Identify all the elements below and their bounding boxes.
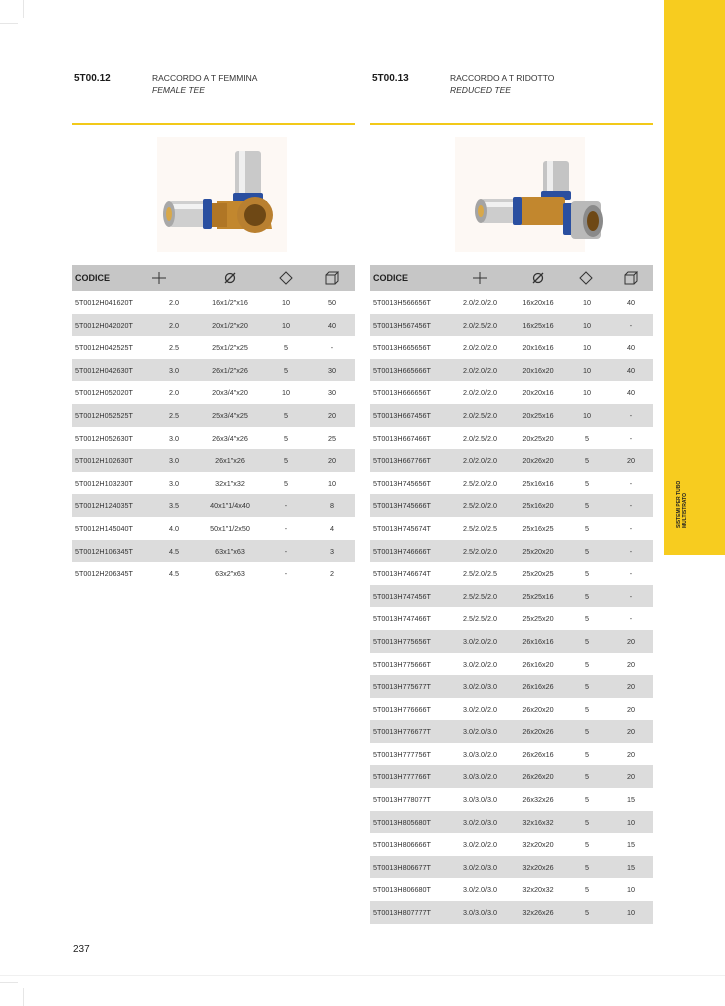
row-thickness: 2.5	[169, 410, 179, 420]
row-code: 5T0013H778077T	[373, 795, 431, 805]
row-thickness: 4.0	[169, 523, 179, 533]
table-header	[72, 265, 355, 291]
row-code: 5T0012H145040T	[75, 523, 133, 533]
table-row	[72, 517, 355, 540]
row-box-qty: -	[629, 320, 633, 330]
diamond-icon	[279, 271, 293, 285]
row-thickness: 3.0	[169, 456, 179, 466]
table-row	[370, 494, 653, 517]
row-size: 25x3/4"x25	[212, 410, 248, 420]
row-thickness: 2.5/2.0/2.0	[463, 546, 497, 556]
row-size: 16x1/2"x16	[212, 298, 248, 307]
row-size: 25x16x20	[522, 501, 554, 511]
crop-mark	[0, 23, 18, 24]
row-code: 5T0013H567456T	[373, 320, 431, 330]
row-code: 5T0013H777766T	[373, 772, 431, 782]
row-thickness: 3.0/2.0/2.0	[463, 636, 497, 646]
row-pack-qty: 5	[284, 433, 288, 443]
row-box-qty: 20	[627, 456, 635, 466]
table-body	[370, 291, 653, 924]
table-row	[370, 720, 653, 743]
table-row	[72, 404, 355, 427]
row-code: 5T0013H747466T	[373, 614, 431, 624]
box-icon	[325, 271, 339, 285]
row-size: 32x16x32	[522, 817, 554, 827]
table-row	[370, 607, 653, 630]
row-box-qty: 10	[328, 478, 336, 488]
row-code: 5T0012H103230T	[75, 478, 133, 488]
row-box-qty: 2	[330, 569, 334, 579]
description-english: FEMALE TEE	[152, 85, 205, 95]
female-tee-photo	[137, 129, 312, 259]
table-row	[370, 878, 653, 901]
row-size: 26x1"x26	[215, 456, 245, 466]
yellow-divider	[72, 123, 355, 125]
row-thickness: 2.0/2.5/2.0	[463, 433, 497, 443]
row-box-qty: 25	[328, 433, 336, 443]
row-size: 20x16x20	[522, 365, 554, 375]
row-pack-qty: 5	[585, 908, 589, 918]
row-box-qty: 20	[328, 410, 336, 420]
row-size: 20x1/2"x20	[212, 320, 248, 330]
table-row	[72, 540, 355, 563]
row-pack-qty: 5	[585, 636, 589, 646]
row-size: 26x26x16	[522, 749, 554, 759]
row-thickness: 3.0/3.0/2.0	[463, 749, 497, 759]
row-pack-qty: 5	[585, 591, 589, 601]
table-row	[72, 359, 355, 382]
row-pack-qty: -	[284, 569, 288, 579]
row-size: 16x25x16	[522, 320, 554, 330]
row-box-qty: 20	[627, 682, 635, 692]
row-box-qty: -	[629, 546, 633, 556]
table-row	[370, 314, 653, 337]
row-code: 5T0013H777756T	[373, 749, 431, 759]
table-row	[370, 653, 653, 676]
row-pack-qty: 10	[282, 320, 290, 330]
diameter-icon	[531, 271, 545, 285]
row-box-qty: 40	[627, 388, 635, 398]
row-size: 26x3/4"x26	[212, 433, 248, 443]
cross-line-icon	[473, 271, 487, 285]
row-pack-qty: 5	[585, 546, 589, 556]
row-box-qty: -	[629, 523, 633, 533]
table-row	[370, 540, 653, 563]
row-box-qty: -	[629, 591, 633, 601]
row-thickness: 3.0	[169, 365, 179, 375]
row-size: 20x26x20	[522, 456, 554, 466]
row-box-qty: 30	[328, 365, 336, 375]
row-box-qty: -	[330, 343, 334, 353]
row-code: 5T0013H667766T	[373, 456, 431, 466]
crop-mark	[0, 975, 725, 976]
row-size: 25x25x16	[522, 591, 554, 601]
row-code: 5T0012H052020T	[75, 388, 133, 398]
row-pack-qty: 5	[585, 817, 589, 827]
row-size: 50x1"1/2x50	[210, 523, 250, 533]
row-thickness: 3.0/2.0/3.0	[463, 885, 497, 895]
table-row	[72, 427, 355, 450]
table-row	[370, 675, 653, 698]
row-box-qty: 15	[627, 840, 635, 850]
product-table	[72, 265, 355, 585]
row-pack-qty: 5	[585, 795, 589, 805]
row-box-qty: 8	[330, 501, 334, 511]
row-size: 63x1"x63	[215, 546, 245, 556]
row-thickness: 3.0/2.0/3.0	[463, 862, 497, 872]
row-code: 5T0012H106345T	[75, 546, 133, 556]
row-size: 25x20x25	[522, 569, 554, 579]
header-codice: CODICE	[75, 273, 111, 283]
row-code: 5T0012H052630T	[75, 433, 133, 443]
row-code: 5T0012H042525T	[75, 343, 133, 353]
row-size: 20x25x20	[522, 433, 554, 443]
row-thickness: 2.0	[169, 298, 179, 307]
row-pack-qty: 10	[583, 298, 591, 307]
row-size: 25x16x25	[522, 523, 554, 533]
row-code: 5T0013H747456T	[373, 591, 431, 601]
row-thickness: 3.0	[169, 478, 179, 488]
row-size: 25x1/2"x25	[212, 343, 248, 353]
row-thickness: 3.0/2.0/2.0	[463, 704, 497, 714]
row-size: 32x1"x32	[215, 478, 245, 488]
row-pack-qty: 10	[583, 343, 591, 353]
row-thickness: 3.0/3.0/2.0	[463, 772, 497, 782]
table-row	[72, 472, 355, 495]
row-size: 32x20x20	[522, 840, 554, 850]
row-thickness: 2.0/2.5/2.0	[463, 410, 497, 420]
crop-mark	[23, 988, 24, 1006]
row-pack-qty: 10	[282, 298, 290, 307]
row-code: 5T0013H745656T	[373, 478, 431, 488]
row-box-qty: 20	[627, 704, 635, 714]
row-thickness: 2.5/2.0/2.5	[463, 523, 497, 533]
row-thickness: 3.0/2.0/2.0	[463, 659, 497, 669]
table-row	[370, 381, 653, 404]
row-code: 5T0013H807777T	[373, 908, 431, 918]
table-row	[370, 743, 653, 766]
table-row	[370, 449, 653, 472]
row-box-qty: 40	[627, 343, 635, 353]
side-tab-line2: MULTISTRATO	[682, 493, 688, 528]
row-box-qty: 10	[627, 817, 635, 827]
row-code: 5T0013H745666T	[373, 501, 431, 511]
crop-mark	[0, 982, 18, 983]
row-pack-qty: 5	[585, 749, 589, 759]
row-thickness: 2.5/2.5/2.0	[463, 591, 497, 601]
product-table	[370, 265, 653, 924]
row-thickness: 3.0/3.0/3.0	[463, 908, 497, 918]
row-size: 20x16x16	[522, 343, 554, 353]
row-size: 26x20x26	[522, 727, 554, 737]
description-italian: RACCORDO A T FEMMINA	[152, 73, 258, 83]
row-code: 5T0013H775666T	[373, 659, 431, 669]
row-box-qty: -	[629, 501, 633, 511]
row-code: 5T0012H102630T	[75, 456, 133, 466]
table-row	[72, 494, 355, 517]
row-size: 32x20x26	[522, 862, 554, 872]
table-row	[370, 856, 653, 879]
table-row	[72, 381, 355, 404]
row-thickness: 2.0/2.0/2.0	[463, 456, 497, 466]
row-size: 26x1/2"x26	[212, 365, 248, 375]
row-size: 40x1"1/4x40	[210, 501, 250, 511]
table-row	[370, 427, 653, 450]
table-row	[72, 562, 355, 585]
row-thickness: 2.5/2.0/2.5	[463, 569, 497, 579]
row-box-qty: -	[629, 569, 633, 579]
row-size: 20x3/4"x20	[212, 388, 248, 398]
row-code: 5T0013H665656T	[373, 343, 431, 353]
row-pack-qty: 10	[583, 410, 591, 420]
table-row	[72, 336, 355, 359]
table-row	[370, 359, 653, 382]
table-row	[370, 630, 653, 653]
row-pack-qty: 5	[585, 682, 589, 692]
row-thickness: 2.0	[169, 388, 179, 398]
row-pack-qty: 10	[583, 388, 591, 398]
product-code: 5T00.13	[372, 73, 409, 84]
diameter-icon	[223, 271, 237, 285]
row-code: 5T0013H666656T	[373, 388, 431, 398]
row-box-qty: 20	[627, 636, 635, 646]
table-row	[72, 449, 355, 472]
row-code: 5T0013H806680T	[373, 885, 431, 895]
row-code: 5T0012H041620T	[75, 298, 133, 307]
row-code: 5T0013H776677T	[373, 727, 431, 737]
cross-line-icon	[152, 271, 166, 285]
row-size: 26x20x20	[522, 704, 554, 714]
box-icon	[624, 271, 638, 285]
row-code: 5T0013H806677T	[373, 862, 431, 872]
row-pack-qty: 5	[585, 727, 589, 737]
row-box-qty: 10	[627, 908, 635, 918]
row-size: 26x16x26	[522, 682, 554, 692]
table-row	[370, 833, 653, 856]
row-code: 5T0013H566656T	[373, 298, 431, 307]
row-box-qty: 20	[627, 749, 635, 759]
row-code: 5T0012H124035T	[75, 501, 133, 511]
row-pack-qty: 5	[585, 659, 589, 669]
row-thickness: 3.0	[169, 433, 179, 443]
row-thickness: 2.5/2.5/2.0	[463, 614, 497, 624]
table-row	[370, 472, 653, 495]
row-box-qty: 20	[627, 727, 635, 737]
row-size: 26x26x20	[522, 772, 554, 782]
row-pack-qty: -	[284, 546, 288, 556]
header-codice: CODICE	[373, 273, 409, 283]
row-pack-qty: 5	[585, 433, 589, 443]
row-size: 20x20x16	[522, 388, 554, 398]
row-thickness: 4.5	[169, 546, 179, 556]
row-pack-qty: 5	[284, 410, 288, 420]
row-code: 5T0012H042020T	[75, 320, 133, 330]
row-box-qty: 15	[627, 862, 635, 872]
row-pack-qty: 5	[585, 456, 589, 466]
row-code: 5T0013H805680T	[373, 817, 431, 827]
row-code: 5T0013H745674T	[373, 523, 431, 533]
table-row	[370, 901, 653, 924]
row-pack-qty: 5	[284, 478, 288, 488]
row-pack-qty: 5	[585, 478, 589, 488]
row-box-qty: 30	[328, 388, 336, 398]
row-pack-qty: 5	[585, 772, 589, 782]
row-code: 5T0013H746674T	[373, 569, 431, 579]
page-number: 237	[73, 944, 90, 955]
table-row	[370, 698, 653, 721]
table-body	[72, 291, 355, 585]
row-thickness: 4.5	[169, 569, 179, 579]
table-row	[72, 314, 355, 337]
row-box-qty: 4	[330, 523, 334, 533]
row-thickness: 3.0/2.0/3.0	[463, 682, 497, 692]
row-code: 5T0013H775656T	[373, 636, 431, 646]
row-size: 25x16x16	[522, 478, 554, 488]
row-pack-qty: 5	[284, 365, 288, 375]
row-size: 26x16x20	[522, 659, 554, 669]
product-code: 5T00.12	[74, 73, 111, 84]
side-tab	[664, 0, 725, 555]
row-size: 16x20x16	[522, 298, 554, 307]
row-box-qty: -	[629, 478, 633, 488]
row-pack-qty: 5	[585, 501, 589, 511]
yellow-divider	[370, 123, 653, 125]
row-thickness: 3.0/2.0/3.0	[463, 817, 497, 827]
row-thickness: 2.0/2.5/2.0	[463, 320, 497, 330]
row-size: 32x26x26	[522, 908, 554, 918]
row-pack-qty: -	[284, 501, 288, 511]
row-pack-qty: 5	[284, 343, 288, 353]
row-pack-qty: 10	[282, 388, 290, 398]
row-box-qty: -	[629, 410, 633, 420]
row-box-qty: -	[629, 433, 633, 443]
row-thickness: 2.0/2.0/2.0	[463, 388, 497, 398]
description-italian: RACCORDO A T RIDOTTO	[450, 73, 555, 83]
row-thickness: 3.5	[169, 501, 179, 511]
row-size: 32x20x32	[522, 885, 554, 895]
table-row	[370, 517, 653, 540]
crop-mark	[23, 0, 24, 18]
table-row	[370, 765, 653, 788]
table-row	[370, 404, 653, 427]
table-row	[370, 788, 653, 811]
table-header	[370, 265, 653, 291]
row-pack-qty: -	[284, 523, 288, 533]
row-code: 5T0013H806666T	[373, 840, 431, 850]
side-tab-label	[676, 458, 688, 528]
row-box-qty: 15	[627, 795, 635, 805]
row-size: 20x25x16	[522, 410, 554, 420]
row-thickness: 3.0/3.0/3.0	[463, 795, 497, 805]
row-pack-qty: 5	[585, 704, 589, 714]
table-row	[370, 811, 653, 834]
row-pack-qty: 10	[583, 365, 591, 375]
row-thickness: 2.5/2.0/2.0	[463, 501, 497, 511]
row-code: 5T0012H052525T	[75, 410, 133, 420]
row-box-qty: 20	[627, 772, 635, 782]
row-code: 5T0013H667456T	[373, 410, 431, 420]
table-row	[370, 336, 653, 359]
diamond-icon	[579, 271, 593, 285]
row-thickness: 3.0/2.0/2.0	[463, 840, 497, 850]
row-pack-qty: 5	[284, 456, 288, 466]
row-size: 26x32x26	[522, 795, 554, 805]
row-box-qty: 40	[328, 320, 336, 330]
table-row	[370, 585, 653, 608]
row-size: 25x25x20	[522, 614, 554, 624]
row-box-qty: 50	[328, 298, 336, 307]
row-thickness: 2.5	[169, 343, 179, 353]
row-code: 5T0013H775677T	[373, 682, 431, 692]
row-box-qty: -	[629, 614, 633, 624]
row-code: 5T0013H746666T	[373, 546, 431, 556]
row-size: 26x16x16	[522, 636, 554, 646]
row-pack-qty: 5	[585, 614, 589, 624]
row-pack-qty: 5	[585, 569, 589, 579]
row-code: 5T0012H206345T	[75, 569, 133, 579]
table-row	[72, 291, 355, 314]
row-pack-qty: 5	[585, 885, 589, 895]
row-code: 5T0013H665666T	[373, 365, 431, 375]
row-thickness: 2.0/2.0/2.0	[463, 365, 497, 375]
row-size: 63x2"x63	[215, 569, 245, 579]
row-size: 25x20x20	[522, 546, 554, 556]
row-thickness: 2.0	[169, 320, 179, 330]
row-thickness: 3.0/2.0/3.0	[463, 727, 497, 737]
row-box-qty: 20	[328, 456, 336, 466]
description-english: REDUCED TEE	[450, 85, 511, 95]
reduced-tee-photo	[435, 129, 610, 259]
row-pack-qty: 5	[585, 523, 589, 533]
row-code: 5T0013H667466T	[373, 433, 431, 443]
row-code: 5T0012H042630T	[75, 365, 133, 375]
row-pack-qty: 10	[583, 320, 591, 330]
row-box-qty: 10	[627, 885, 635, 895]
row-box-qty: 40	[627, 298, 635, 307]
row-thickness: 2.5/2.0/2.0	[463, 478, 497, 488]
row-box-qty: 40	[627, 365, 635, 375]
side-tab-line1: SISTEMI PER TUBO	[676, 480, 682, 528]
row-pack-qty: 5	[585, 840, 589, 850]
row-box-qty: 3	[330, 546, 334, 556]
table-row	[370, 562, 653, 585]
row-thickness: 2.0/2.0/2.0	[463, 343, 497, 353]
row-box-qty: 20	[627, 659, 635, 669]
row-code: 5T0013H776666T	[373, 704, 431, 714]
row-thickness: 2.0/2.0/2.0	[463, 298, 497, 307]
table-row	[370, 291, 653, 314]
row-pack-qty: 5	[585, 862, 589, 872]
